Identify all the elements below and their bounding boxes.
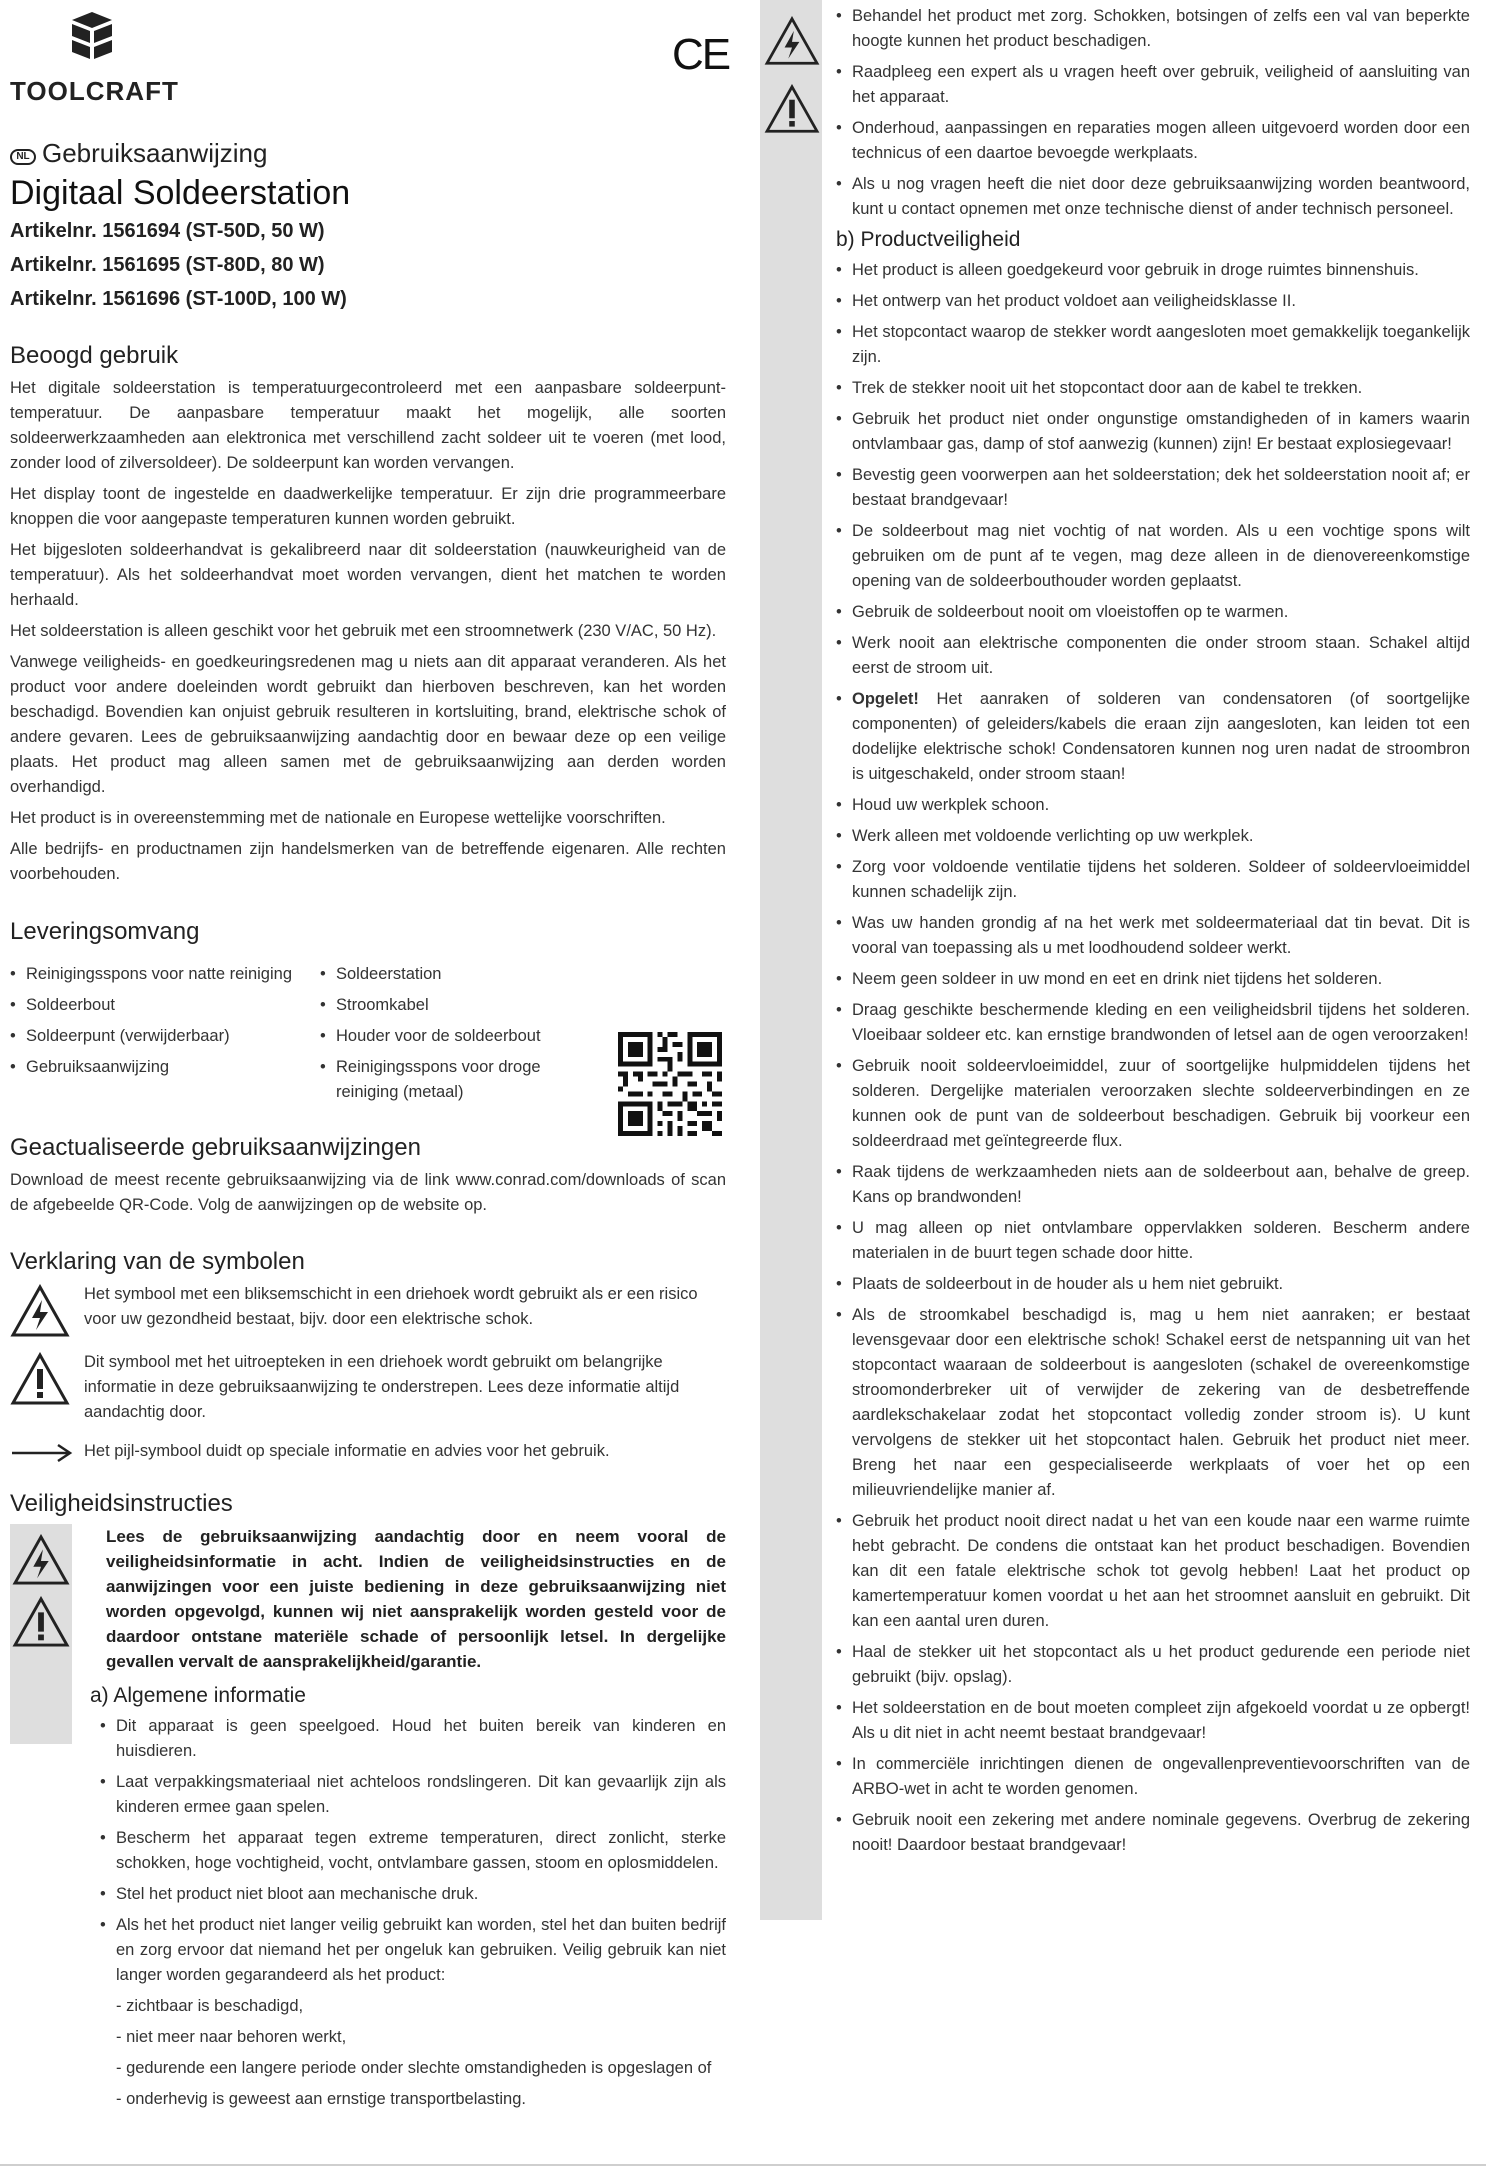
intended-use-paragraph: Vanwege veiligheids- en goedkeuringsredenen mag u niets aan dit apparaat veranderen. Als het product voor andere doeleinden wordt gebruikt dan hierboven beschreven, kan het worden beschadigd. Bovendien kan onjuist gebruik resulteren in kortsluiting, brand, elektrische schok of andere gevaren. Lees de gebruiksaanwijzing aandachtig door en bewaar deze op een veilige plaats. Het product mag alleen samen met de gebruiksaanwijzing aan derden worden overhandigd. xyxy=(10,653,726,796)
safety-heading: Veiligheidsinstructies xyxy=(10,1490,233,1517)
general-item: • Stel het product niet bloot aan mechanische druk. xyxy=(100,1882,726,1907)
general-item: • Behandel het product met zorg. Schokken, botsingen of zelfs een val van beperkte hoogte kunnen het product beschadigen. xyxy=(836,4,1470,54)
lightning-warning-icon xyxy=(10,1284,70,1338)
safety-intro-block xyxy=(10,1524,726,1684)
product-item: • Het ontwerp van het product voldoet aan veiligheidsklasse II. xyxy=(836,289,1470,314)
product-item: • Gebruik nooit een zekering met andere nominale gegevens. Overbrug de zekering nooit! Daardoor bestaat brandgevaar! xyxy=(836,1808,1470,1858)
safety-intro: Lees de gebruiksaanwijzing aandachtig door en neem vooral de veiligheidsinformatie in acht. Indien de veiligheidsinstructies en de aanwijzingen voor een juiste bediening in deze gebruiksaanwijzing niet worden opgevolgd, kunnen wij niet aansprakelijk worden gesteld voor de daardoor ontstane materiële schade of persoonlijk letsel. In dergelijke gevallen vervalt de aansprakelijkheid/garantie. xyxy=(106,1527,726,1671)
language-title: Gebruiksaanwijzing xyxy=(42,138,268,168)
product-item: • Houd uw werkplek schoon. xyxy=(836,793,1470,818)
general-item: • Bescherm het apparaat tegen extreme temperaturen, direct zonlicht, sterke schokken, hoge vochtigheid, vocht, ontvlambare gassen, stoom en oplosmiddelen. xyxy=(100,1826,726,1876)
intended-use-paragraph: Het display toont de ingestelde en daadwerkelijke temperatuur. Er zijn drie programmeerbare knoppen die voor aangepaste temperaturen kunnen worden gebruikt. xyxy=(10,485,726,528)
product-item: • U mag alleen op niet ontvlambare oppervlakken solderen. Bescherm andere materialen in de buurt tegen schade door hitte. xyxy=(836,1216,1470,1266)
product-item: • De soldeerbout mag niet vochtig of nat worden. Als u een vochtige spons wilt gebruiken om de punt af te vegen, mag deze alleen in de dienovereenkomstige opening van de soldeerbouthouder worden geplaatst. xyxy=(836,519,1470,594)
condition-item: - niet meer naar behoren werkt, xyxy=(116,2028,347,2046)
language-badge: NL xyxy=(10,149,36,165)
ce-mark: CE xyxy=(672,30,730,79)
scope-item: • Houder voor de soldeerbout xyxy=(320,1024,590,1049)
scope-list-1 xyxy=(10,962,320,1086)
updates-heading: Geactualiseerde gebruiksaanwijzingen xyxy=(10,1134,421,1161)
condition-item: - gedurende een langere periode onder slechte omstandigheden is opgeslagen of xyxy=(116,2059,712,2077)
caution-label: Opgelet! xyxy=(852,690,919,708)
general-info-list xyxy=(100,1714,726,1988)
document-title: Digitaal Soldeerstation xyxy=(10,174,351,212)
condition-item: - zichtbaar is beschadigd, xyxy=(116,1997,304,2015)
lightning-warning-icon xyxy=(12,1534,70,1586)
article-number-1: Artikelnr. 1561694 (ST-50D, 50 W) xyxy=(10,220,325,242)
conditions-list xyxy=(116,1994,726,2112)
product-item: • Zorg voor voldoende ventilatie tijdens het solderen. Soldeer of soldeervloeimiddel kunnen schadelijk zijn. xyxy=(836,855,1470,905)
language-heading xyxy=(10,138,267,169)
general-item: • Als het het product niet langer veilig gebruikt kan worden, stel het dan buiten bedrijf en zorg ervoor dat niemand het per ongeluk kan gebruiken. Veilig gebruik kan niet langer worden gegarandeerd als het product: xyxy=(100,1913,726,1988)
right-warning-sidebar xyxy=(760,0,822,1920)
article-number-2: Artikelnr. 1561695 (ST-80D, 80 W) xyxy=(10,254,325,276)
caution-text: Het aanraken of solderen van condensatoren (of soortgelijke componenten) of geleiders/kabels die eraan zijn aangesloten, kan leiden tot een dodelijke elektrische schok! Condensatoren kunnen nog uren nadat de stroombron is uitgeschakeld, onder stroom staan! xyxy=(852,690,1470,783)
intended-use-paragraph: Het digitale soldeerstation is temperatuurgecontroleerd met een aanpasbare soldeerpunt-temperatuur. De aanpasbare temperatuur maakt het mogelijk, alle soorten soldeerwerkzaamheden aan elektronica met verschillend zacht soldeer uit te voeren (met lood, zonder lood of zilversoldeer). De soldeerpunt kan worden vervangen. xyxy=(10,379,726,472)
product-item: • Als de stroomkabel beschadigd is, mag u hem niet aanraken; er bestaat levensgevaar door een elektrische schok! Schakel eerst de netspanning uit van het stopcontact waaraan de soldeerbout is aangesloten (schakel de overeenkomstige stroomonderbreker uit of verwijder de zekering van de desbetreffende aardlekschakelaar zodat het stopcontact volledig zonder stroom is). U kunt vervolgens de stekker uit het stopcontact halen. Gebruik het product niet meer. Breng het naar een gespecialiseerde werkplaats of voer het op een milieuvriendelijke manier af. xyxy=(836,1303,1470,1503)
scope-heading-wrap xyxy=(10,918,726,952)
general-item: • Laat verpakkingsmateriaal niet achteloos rondslingeren. Dit kan gevaarlijk zijn als kinderen ermee gaan spelen. xyxy=(100,1770,726,1820)
article-number-3: Artikelnr. 1561696 (ST-100D, 100 W) xyxy=(10,288,347,310)
toolcraft-logo-icon xyxy=(70,10,114,62)
scope-of-delivery xyxy=(10,962,726,1122)
exclamation-warning-icon xyxy=(10,1352,70,1406)
product-item: • Werk alleen met voldoende verlichting op uw werkplek. xyxy=(836,824,1470,849)
general-item: • Raadpleeg een expert als u vragen heeft over gebruik, veiligheid of aansluiting van het apparaat. xyxy=(836,60,1470,110)
product-item: • Het stopcontact waarop de stekker wordt aangesloten moet gemakkelijk toegankelijk zijn. xyxy=(836,320,1470,370)
safety-section xyxy=(10,1490,726,2118)
product-item: • In commerciële inrichtingen dienen de ongevallenpreventievoorschriften van de ARBO-wet in acht te worden genomen. xyxy=(836,1752,1470,1802)
product-safety-heading: b) Productveiligheid xyxy=(836,228,1021,251)
general-item: • Als u nog vragen heeft die niet door deze gebruiksaanwijzing worden beantwoord, kunt u contact opnemen met onze technische dienst of ander technisch personeel. xyxy=(836,172,1470,222)
product-item: • Gebruik de soldeerbout nooit om vloeistoffen op te warmen. xyxy=(836,600,1470,625)
scope-list-2 xyxy=(320,962,590,1111)
general-item: • Onderhoud, aanpassingen en reparaties mogen alleen uitgevoerd worden door een technicus of een daartoe bevoegde werkplaats. xyxy=(836,116,1470,166)
general-info-list-cont xyxy=(836,4,1470,222)
general-item: • Dit apparaat is geen speelgoed. Houd het buiten bereik van kinderen en huisdieren. xyxy=(100,1714,726,1764)
symbol-text: Het symbool met een bliksemschicht in een driehoek wordt gebruikt als er een risico voor uw gezondheid bestaat, bijv. door een elektrische schok. xyxy=(84,1285,698,1328)
scope-heading: Leveringsomvang xyxy=(10,918,200,945)
warning-sidebar xyxy=(10,1524,72,1744)
symbol-row-arrow xyxy=(10,1439,726,1464)
toolcraft-logo xyxy=(10,6,200,106)
scope-item: • Reinigingsspons voor natte reiniging xyxy=(10,962,320,987)
page-bottom-rule xyxy=(0,2164,1486,2166)
arrow-right-icon xyxy=(10,1441,74,1465)
symbols-heading: Verklaring van de symbolen xyxy=(10,1248,305,1275)
condition-item: - onderhevig is geweest aan ernstige transportbelasting. xyxy=(116,2090,526,2108)
exclamation-warning-icon xyxy=(12,1596,70,1648)
symbol-row-exclamation xyxy=(10,1350,726,1425)
updates-section xyxy=(10,1134,726,1224)
product-item: • Haal de stekker uit het stopcontact als u het product gedurende een periode niet gebruikt (bijv. opslag). xyxy=(836,1640,1470,1690)
product-item: • Was uw handen grondig af na het werk met soldeermateriaal dat tin bevat. Dit is vooral van toepassing als u met loodhoudend soldeer werkt. xyxy=(836,911,1470,961)
intended-use-paragraph: Het soldeerstation is alleen geschikt voor het gebruik met een stroomnetwerk (230 V/AC, 50 Hz). xyxy=(10,622,717,640)
intended-use-heading: Beoogd gebruik xyxy=(10,342,179,369)
intended-use-paragraph: Alle bedrijfs- en productnamen zijn handelsmerken van de betreffende eigenaren. Alle rechten voorbehouden. xyxy=(10,840,726,883)
symbol-row-lightning xyxy=(10,1282,726,1332)
intended-use-section xyxy=(10,342,726,893)
scope-item: • Soldeerstation xyxy=(320,962,590,987)
symbol-text: Het pijl-symbool duidt op speciale informatie en advies voor het gebruik. xyxy=(84,1442,610,1460)
scope-item: • Soldeerpunt (verwijderbaar) xyxy=(10,1024,320,1049)
intended-use-paragraph: Het product is in overeenstemming met de nationale en Europese wettelijke voorschriften. xyxy=(10,809,666,827)
right-column xyxy=(836,4,1470,1864)
product-item: • Trek de stekker nooit uit het stopcontact door aan de kabel te trekken. xyxy=(836,376,1470,401)
product-item: • Raak tijdens de werkzaamheden niets aan de soldeerbout aan, behalve de greep. Kans op brandwonden! xyxy=(836,1160,1470,1210)
product-item: • Plaats de soldeerbout in de houder als u hem niet gebruikt. xyxy=(836,1272,1470,1297)
product-item: • Gebruik het product nooit direct nadat u het van een koude naar een warme ruimte hebt gebracht. De condens die ontstaat kan het product beschadigen. Bovendien kan dit een fatale elektrische schok tot gevolg hebben! Laat het product op kamertemperatuur komen voordat u het aan het stroomnet aansluit en gebruikt. Dit kan een aantal uren duren. xyxy=(836,1509,1470,1634)
product-item: • Gebruik het product niet onder ongunstige omstandigheden of in kamers waarin ontvlambaar gas, damp of stof aanwezig (kunnen) zijn! Er bestaat explosiegevaar! xyxy=(836,407,1470,457)
product-item: • Het soldeerstation en de bout moeten compleet zijn afgekoeld voordat u ze opbergt! Als u dit niet in acht neemt bestaat brandgevaar! xyxy=(836,1696,1470,1746)
exclamation-warning-icon xyxy=(764,84,820,134)
updates-text: Download de meest recente gebruiksaanwijzing via de link www.conrad.com/downloads of scan de afgebeelde QR-Code. Volg de aanwijzingen op de website op. xyxy=(10,1171,726,1214)
qr-code-icon[interactable] xyxy=(618,1032,722,1136)
scope-item: • Stroomkabel xyxy=(320,993,590,1018)
product-item: • Bevestig geen voorwerpen aan het soldeerstation; dek het soldeerstation nooit af; er bestaat brandgevaar! xyxy=(836,463,1470,513)
product-item: • Draag geschikte beschermende kleding en een veiligheidsbril tijdens het solderen. Vloeibaar soldeer etc. kan ernstige brandwonden of letsel aan de ogen veroorzaken! xyxy=(836,998,1470,1048)
lightning-warning-icon xyxy=(764,16,820,66)
intended-use-paragraph: Het bijgesloten soldeerhandvat is gekalibreerd naar dit soldeerstation (nauwkeurigheid van de temperatuur). Als het soldeerhandvat moet worden vervangen, dient het matchen te worden herhaald. xyxy=(10,541,726,609)
symbols-section xyxy=(10,1248,726,1472)
general-info-heading: a) Algemene informatie xyxy=(90,1684,306,1707)
scope-item: • Soldeerbout xyxy=(10,993,320,1018)
product-item: • Neem geen soldeer in uw mond en eet en drink niet tijdens het solderen. xyxy=(836,967,1470,992)
caution-item xyxy=(836,687,1470,787)
product-item: • Het product is alleen goedgekeurd voor gebruik in droge ruimtes binnenshuis. xyxy=(836,258,1470,283)
scope-item: • Reinigingsspons voor droge reiniging (metaal) xyxy=(320,1055,590,1105)
brand-name: TOOLCRAFT xyxy=(10,76,179,106)
symbol-text: Dit symbool met het uitroepteken in een driehoek wordt gebruikt om belangrijke informatie in deze gebruiksaanwijzing te onderstrepen. Lees deze informatie altijd aandachtig door. xyxy=(84,1353,680,1421)
product-item: • Werk nooit aan elektrische componenten die onder stroom staan. Schakel altijd eerst de stroom uit. xyxy=(836,631,1470,681)
product-safety-list xyxy=(836,258,1470,1858)
product-item: • Gebruik nooit soldeervloeimiddel, zuur of soortgelijke hulpmiddelen tijdens het solderen. Dergelijke materialen veroorzaken slechte soldeerverbindingen en ze kunnen ook de punt van de soldeerbout beschadigen. Gebruik bij voorkeur een soldeerdraad met geïntegreerde flux. xyxy=(836,1054,1470,1154)
scope-item: • Gebruiksaanwijzing xyxy=(10,1055,320,1080)
